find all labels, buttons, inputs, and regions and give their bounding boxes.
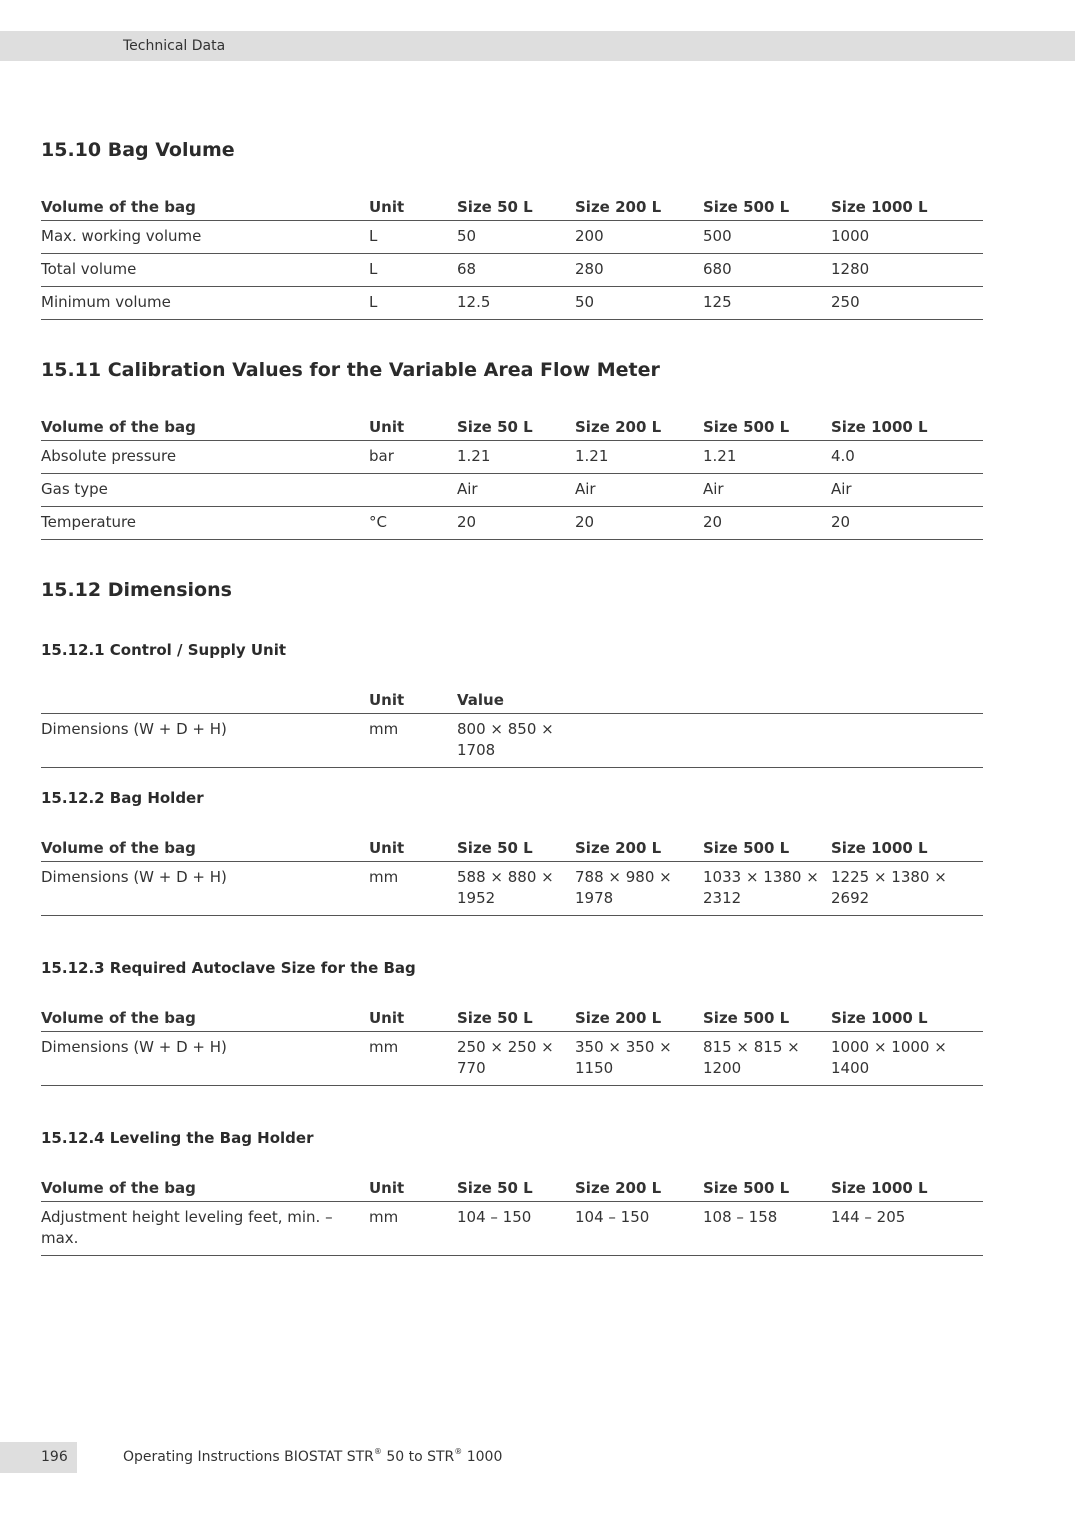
table-cell: Air bbox=[457, 474, 575, 507]
column-header: Volume of the bag bbox=[41, 188, 369, 221]
table-cell: Temperature bbox=[41, 507, 369, 540]
table-cell: 50 bbox=[457, 221, 575, 254]
table-cell: mm bbox=[369, 714, 457, 768]
column-header: Size 500 L bbox=[703, 188, 831, 221]
column-header-empty bbox=[703, 681, 831, 714]
table-cell: 20 bbox=[457, 507, 575, 540]
table-cell: 680 bbox=[703, 254, 831, 287]
column-header: Size 500 L bbox=[703, 999, 831, 1032]
registered-mark-2: ® bbox=[454, 1447, 463, 1456]
column-header: Unit bbox=[369, 999, 457, 1032]
column-header: Value bbox=[457, 681, 575, 714]
column-header: Size 200 L bbox=[575, 188, 703, 221]
table-cell: 250 bbox=[831, 287, 983, 320]
table-row bbox=[41, 221, 983, 254]
table-cell: Dimensions (W + D + H) bbox=[41, 862, 369, 916]
table-cell: 108 – 158 bbox=[703, 1202, 831, 1256]
table-row bbox=[41, 714, 983, 768]
column-header: Size 1000 L bbox=[831, 188, 983, 221]
column-header: Unit bbox=[369, 188, 457, 221]
column-header: Size 500 L bbox=[703, 408, 831, 441]
table-cell: 788 × 980 × 1978 bbox=[575, 862, 703, 916]
table-cell: 350 × 350 × 1150 bbox=[575, 1032, 703, 1086]
table-cell: 104 – 150 bbox=[457, 1202, 575, 1256]
column-header: Size 1000 L bbox=[831, 408, 983, 441]
table-cell: mm bbox=[369, 1202, 457, 1256]
table-header-row bbox=[41, 1169, 983, 1202]
table-cell-empty bbox=[575, 714, 703, 768]
subsection-title-autoclave: 15.12.3 Required Autoclave Size for the Bag bbox=[41, 959, 416, 977]
table-cell: 1.21 bbox=[457, 441, 575, 474]
table-cell: 12.5 bbox=[457, 287, 575, 320]
table-bag-holder bbox=[41, 829, 983, 916]
table-header-row bbox=[41, 829, 983, 862]
table-cell-empty bbox=[831, 714, 983, 768]
table-cell: 4.0 bbox=[831, 441, 983, 474]
table-cell: Minimum volume bbox=[41, 287, 369, 320]
table-cell: 815 × 815 × 1200 bbox=[703, 1032, 831, 1086]
section-title-calibration: 15.11 Calibration Values for the Variable Area Flow Meter bbox=[41, 359, 660, 381]
column-header: Size 50 L bbox=[457, 1169, 575, 1202]
table-cell: Gas type bbox=[41, 474, 369, 507]
column-header: Size 50 L bbox=[457, 188, 575, 221]
table-cell: 125 bbox=[703, 287, 831, 320]
table-bag-volume bbox=[41, 188, 983, 320]
table-row bbox=[41, 507, 983, 540]
table-cell: Dimensions (W + D + H) bbox=[41, 1032, 369, 1086]
table-cell: Air bbox=[703, 474, 831, 507]
column-header-empty bbox=[831, 681, 983, 714]
table-cell: Dimensions (W + D + H) bbox=[41, 714, 369, 768]
section-title-dimensions: 15.12 Dimensions bbox=[41, 579, 232, 601]
table-cell: 20 bbox=[831, 507, 983, 540]
table-cell: 1225 × 1380 × 2692 bbox=[831, 862, 983, 916]
column-header: Size 200 L bbox=[575, 999, 703, 1032]
header-title: Technical Data bbox=[123, 38, 226, 54]
column-header: Size 200 L bbox=[575, 829, 703, 862]
column-header-empty bbox=[575, 681, 703, 714]
table-cell: 280 bbox=[575, 254, 703, 287]
column-header: Size 50 L bbox=[457, 408, 575, 441]
table-row bbox=[41, 287, 983, 320]
table-cell: Air bbox=[575, 474, 703, 507]
table-row bbox=[41, 474, 983, 507]
column-header bbox=[41, 681, 369, 714]
table-cell: 1.21 bbox=[703, 441, 831, 474]
subsection-title-leveling: 15.12.4 Leveling the Bag Holder bbox=[41, 1129, 314, 1147]
footer-title bbox=[123, 1449, 502, 1465]
table-header-row bbox=[41, 681, 983, 714]
column-header: Unit bbox=[369, 1169, 457, 1202]
table-cell: 1280 bbox=[831, 254, 983, 287]
table-row bbox=[41, 254, 983, 287]
table-cell: 1000 bbox=[831, 221, 983, 254]
table-cell: Total volume bbox=[41, 254, 369, 287]
column-header: Size 50 L bbox=[457, 999, 575, 1032]
column-header: Size 1000 L bbox=[831, 1169, 983, 1202]
table-autoclave bbox=[41, 999, 983, 1086]
table-cell: 588 × 880 × 1952 bbox=[457, 862, 575, 916]
table-cell: 144 – 205 bbox=[831, 1202, 983, 1256]
table-cell: 250 × 250 × 770 bbox=[457, 1032, 575, 1086]
column-header: Size 50 L bbox=[457, 829, 575, 862]
footer-page-number: 196 bbox=[41, 1449, 68, 1465]
column-header: Size 500 L bbox=[703, 1169, 831, 1202]
table-cell: 500 bbox=[703, 221, 831, 254]
column-header: Volume of the bag bbox=[41, 1169, 369, 1202]
table-cell: Adjustment height leveling feet, min. – max. bbox=[41, 1202, 369, 1256]
table-cell: Max. working volume bbox=[41, 221, 369, 254]
table-row bbox=[41, 1032, 983, 1086]
table-cell: L bbox=[369, 221, 457, 254]
table-control-unit bbox=[41, 681, 983, 768]
table-calibration bbox=[41, 408, 983, 540]
column-header: Size 1000 L bbox=[831, 999, 983, 1032]
column-header: Unit bbox=[369, 408, 457, 441]
footer-text-a: Operating Instructions BIOSTAT STR bbox=[123, 1449, 374, 1465]
table-cell: 104 – 150 bbox=[575, 1202, 703, 1256]
table-header-row bbox=[41, 999, 983, 1032]
table-cell: mm bbox=[369, 862, 457, 916]
column-header: Size 200 L bbox=[575, 1169, 703, 1202]
table-cell: bar bbox=[369, 441, 457, 474]
section-title-bag-volume: 15.10 Bag Volume bbox=[41, 139, 235, 161]
table-cell: 68 bbox=[457, 254, 575, 287]
registered-mark: ® bbox=[373, 1447, 382, 1456]
column-header: Volume of the bag bbox=[41, 999, 369, 1032]
table-cell: Absolute pressure bbox=[41, 441, 369, 474]
column-header: Unit bbox=[369, 681, 457, 714]
table-cell bbox=[369, 474, 457, 507]
column-header: Unit bbox=[369, 829, 457, 862]
subsection-title-bag-holder: 15.12.2 Bag Holder bbox=[41, 789, 204, 807]
table-row bbox=[41, 1202, 983, 1256]
column-header: Size 200 L bbox=[575, 408, 703, 441]
column-header: Volume of the bag bbox=[41, 829, 369, 862]
table-cell: 20 bbox=[703, 507, 831, 540]
table-cell: 1033 × 1380 × 2312 bbox=[703, 862, 831, 916]
table-header-row bbox=[41, 188, 983, 221]
table-cell: 800 × 850 × 1708 bbox=[457, 714, 575, 768]
table-cell: 1.21 bbox=[575, 441, 703, 474]
table-row bbox=[41, 441, 983, 474]
footer-text-c: 1000 bbox=[462, 1449, 503, 1465]
table-cell: 1000 × 1000 × 1400 bbox=[831, 1032, 983, 1086]
column-header: Size 1000 L bbox=[831, 829, 983, 862]
table-cell: Air bbox=[831, 474, 983, 507]
table-cell: 200 bbox=[575, 221, 703, 254]
table-row bbox=[41, 862, 983, 916]
footer-text-b: 50 to STR bbox=[381, 1449, 455, 1465]
table-cell: L bbox=[369, 254, 457, 287]
subsection-title-control-unit: 15.12.1 Control / Supply Unit bbox=[41, 641, 287, 659]
table-cell: L bbox=[369, 287, 457, 320]
table-cell: mm bbox=[369, 1032, 457, 1086]
table-cell-empty bbox=[703, 714, 831, 768]
table-header-row bbox=[41, 408, 983, 441]
table-cell: °C bbox=[369, 507, 457, 540]
table-cell: 20 bbox=[575, 507, 703, 540]
column-header: Size 500 L bbox=[703, 829, 831, 862]
table-leveling bbox=[41, 1169, 983, 1256]
table-cell: 50 bbox=[575, 287, 703, 320]
column-header: Volume of the bag bbox=[41, 408, 369, 441]
